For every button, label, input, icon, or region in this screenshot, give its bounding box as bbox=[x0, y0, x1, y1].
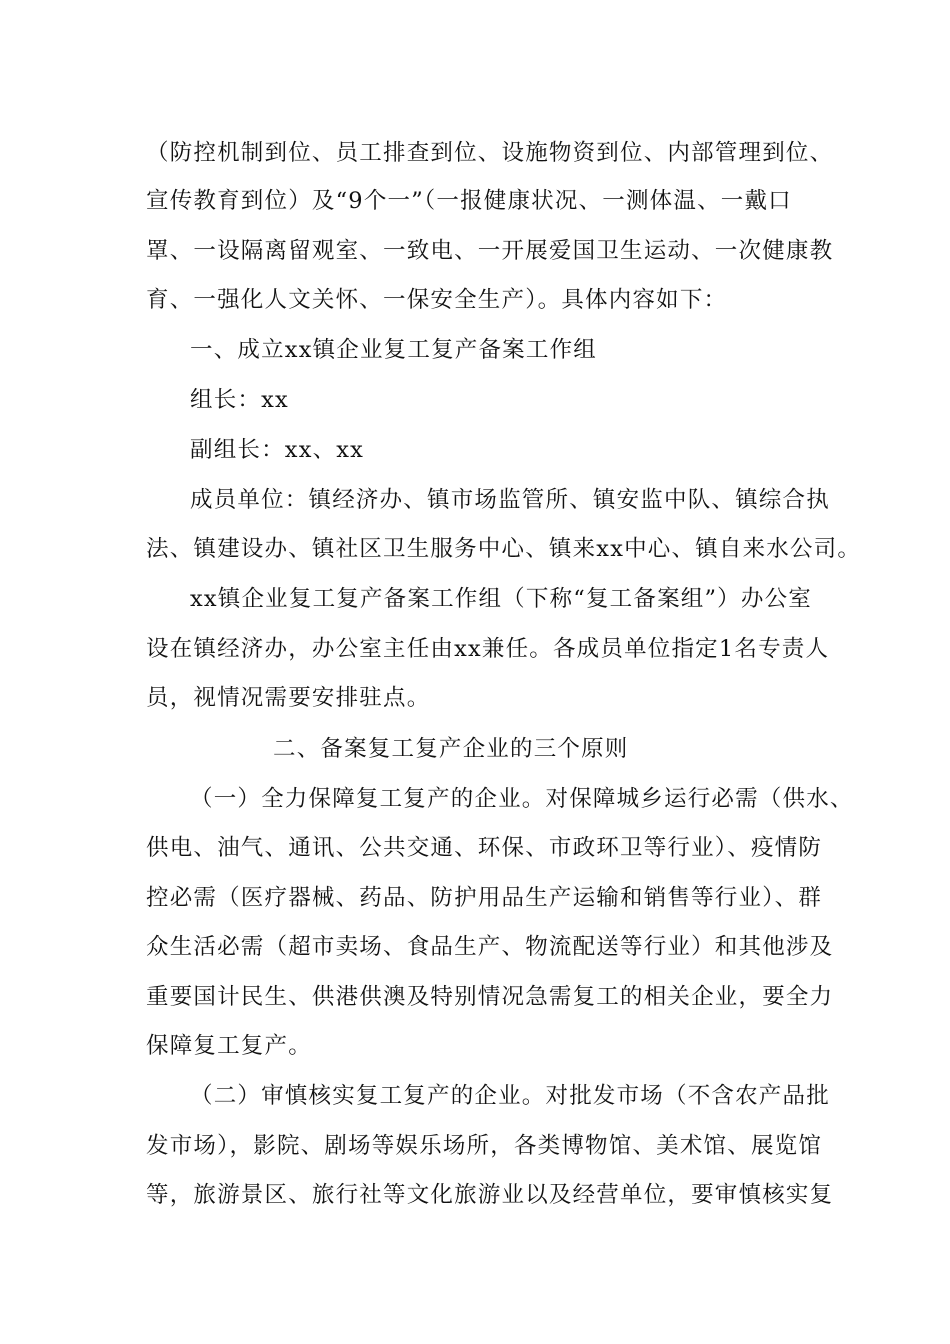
deputy-leader-line: 副组长：xx、xx bbox=[190, 437, 365, 463]
paragraph-line: 成员单位：镇经济办、镇市场监管所、镇安监中队、镇综合执 bbox=[190, 487, 830, 513]
paragraph-line: 宣传教育到位）及“9个一”（一报健康状况、一测体温、一戴口 bbox=[146, 188, 792, 214]
paragraph-line: （防控机制到位、员工排查到位、设施物资到位、内部管理到位、 bbox=[146, 140, 834, 166]
paragraph-line: 供电、油气、通讯、公共交通、环保、市政环卫等行业）、疫情防 bbox=[146, 835, 823, 861]
paragraph-line: 众生活必需（超市卖场、食品生产、物流配送等行业）和其他涉及 bbox=[146, 934, 834, 960]
section-heading-2: 二、备案复工复产企业的三个原则 bbox=[273, 736, 629, 762]
paragraph-line: 设在镇经济办，办公室主任由xx兼任。各成员单位指定1名专责人 bbox=[146, 636, 830, 662]
group-leader-line: 组长：xx bbox=[190, 387, 289, 413]
paragraph-line: 控必需（医疗器械、药品、防护用品生产运输和销售等行业）、群 bbox=[146, 885, 823, 911]
paragraph-line: 重要国计民生、供港供澳及特别情况急需复工的相关企业，要全力 bbox=[146, 984, 834, 1010]
paragraph-line: 员，视情况需要安排驻点。 bbox=[146, 685, 431, 711]
paragraph-line: 罩、一设隔离留观室、一致电、一开展爱国卫生运动、一次健康教 bbox=[146, 238, 834, 264]
paragraph-line: （二）审慎核实复工复产的企业。对批发市场（不含农产品批 bbox=[190, 1083, 830, 1109]
paragraph-line: 等，旅游景区、旅行社等文化旅游业以及经营单位，要审慎核实复 bbox=[146, 1182, 834, 1208]
paragraph-line: （一）全力保障复工复产的企业。对保障城乡运行必需（供水、 bbox=[190, 786, 854, 812]
paragraph-line: 育、一强化人文关怀、一保安全生产）。具体内容如下： bbox=[146, 287, 728, 313]
paragraph-line: xx镇企业复工复产备案工作组（下称“复工备案组”）办公室 bbox=[190, 586, 812, 612]
paragraph-line: 保障复工复产。 bbox=[146, 1033, 312, 1059]
paragraph-line: 法、镇建设办、镇社区卫生服务中心、镇来xx中心、镇自来水公司。 bbox=[146, 536, 862, 562]
section-heading-1: 一、成立xx镇企业复工复产备案工作组 bbox=[190, 337, 597, 363]
paragraph-line: 发市场），影院、剧场等娱乐场所，各类博物馆、美术馆、展览馆 bbox=[146, 1133, 823, 1159]
